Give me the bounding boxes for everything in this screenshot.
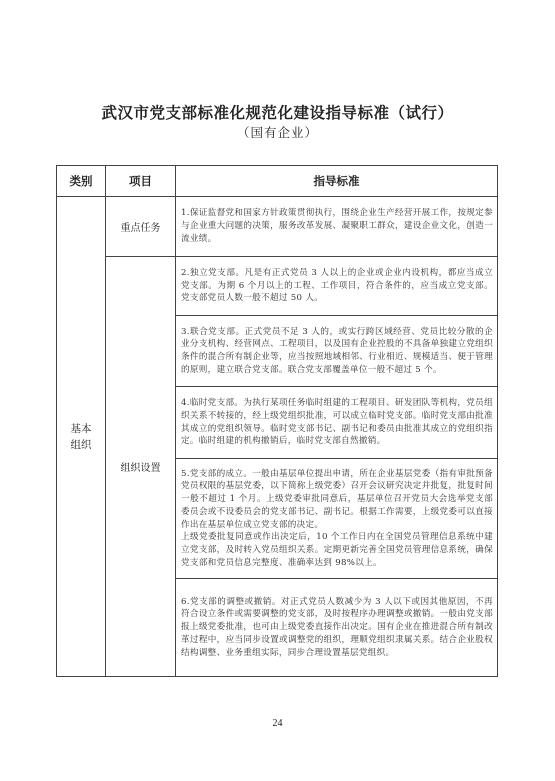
category-label: 基本 组织: [70, 422, 92, 451]
standard-cell: 5.党支部的成立。一般由基层单位提出申请，所在企业基层党委（指有审批预备党员权限的基层党委，以下简称上级党委）召开会议研究决定并批复，批复时间一般不超过 1 个月。上级党委审批同意后，基层单位召开党员大会选举党支部委员会或不设委员会的党支部书记、副书记。根据工作需要，上级党委可以直接作出在基层单位成立党支部的决定。 上级党委批复同意或作出决定后，10 个工作日内在全国党员管理信息系统中建立党支部，及时转入党员组织关系。定期更新完善全国党员管理信息系统，确保党支部和党员信息完整度、准确率达到 98%以上。: [176, 459, 498, 579]
standard-cell: 6.党支部的调整或撤销。对正式党员人数减少为 3 人以下或因其他原因，不再符合设立条件或需要调整的党支部，及时按程序办理调整或撤销。一般由党支部报上级党委批准，也可由上级党委直接作出决定。国有企业在推进混合所有制改革过程中，应当同步设置或调整党的组织，理顺党组织隶属关系。结合企业股权结构调整、业务重组实际，同步合理设置基层党组织。: [176, 579, 498, 677]
standards-table: [56, 165, 498, 677]
standard-cell: 1.保证监督党和国家方针政策贯彻执行，围绕企业生产经营开展工作，按规定参与企业重大问题的决策，服务改革发展、凝聚职工群众，建设企业文化，创造一流业绩。: [176, 197, 498, 257]
item-key-tasks: 重点任务: [106, 197, 176, 257]
header-category: 类别: [57, 166, 106, 197]
table-row: [57, 197, 498, 257]
item-org-setup: 组织设置: [106, 257, 176, 677]
standard-cell: 4.临时党支部。为执行某项任务临时组建的工程项目、研发团队等机构，党员组织关系不转接的，经上级党组织批准，可以成立临时党支部。临时党支部由批准其成立的党组织领导。临时党支部书记、副书记和委员由批准其成立的党组织指定。临时组建的机构撤销后，临时党支部自然撤销。: [176, 387, 498, 459]
header-item: 项目: [106, 166, 176, 197]
standard-cell: 2.独立党支部。凡是有正式党员 3 人以上的企业或企业内设机构，都应当成立党支部。为期 6 个月以上的工程、工作项目，符合条件的，应当成立党支部。党支部党员人数一般不超过 50 人。: [176, 257, 498, 316]
standard-cell: 3.联合党支部。正式党员不足 3 人的，或实行跨区域经营、党员比较分散的企业分支机构、经营网点、工程项目，以及国有企业控股的不具备单独建立党组织条件的混合所有制企业等，应当按照地域相邻、行业相近、规模适当、便于管理的原则，建立联合党支部。联合党支部覆盖单位一般不超过 5 个。: [176, 316, 498, 387]
header-standard: 指导标准: [176, 166, 498, 197]
table-header-row: [57, 166, 498, 197]
page-number: 24: [272, 718, 283, 729]
table-row: [57, 257, 498, 316]
document-title: 武汉市党支部标准化规范化建设指导标准（试行）: [101, 103, 454, 122]
document-subtitle: （国有企业）: [236, 125, 318, 140]
category-cell: [57, 197, 106, 677]
